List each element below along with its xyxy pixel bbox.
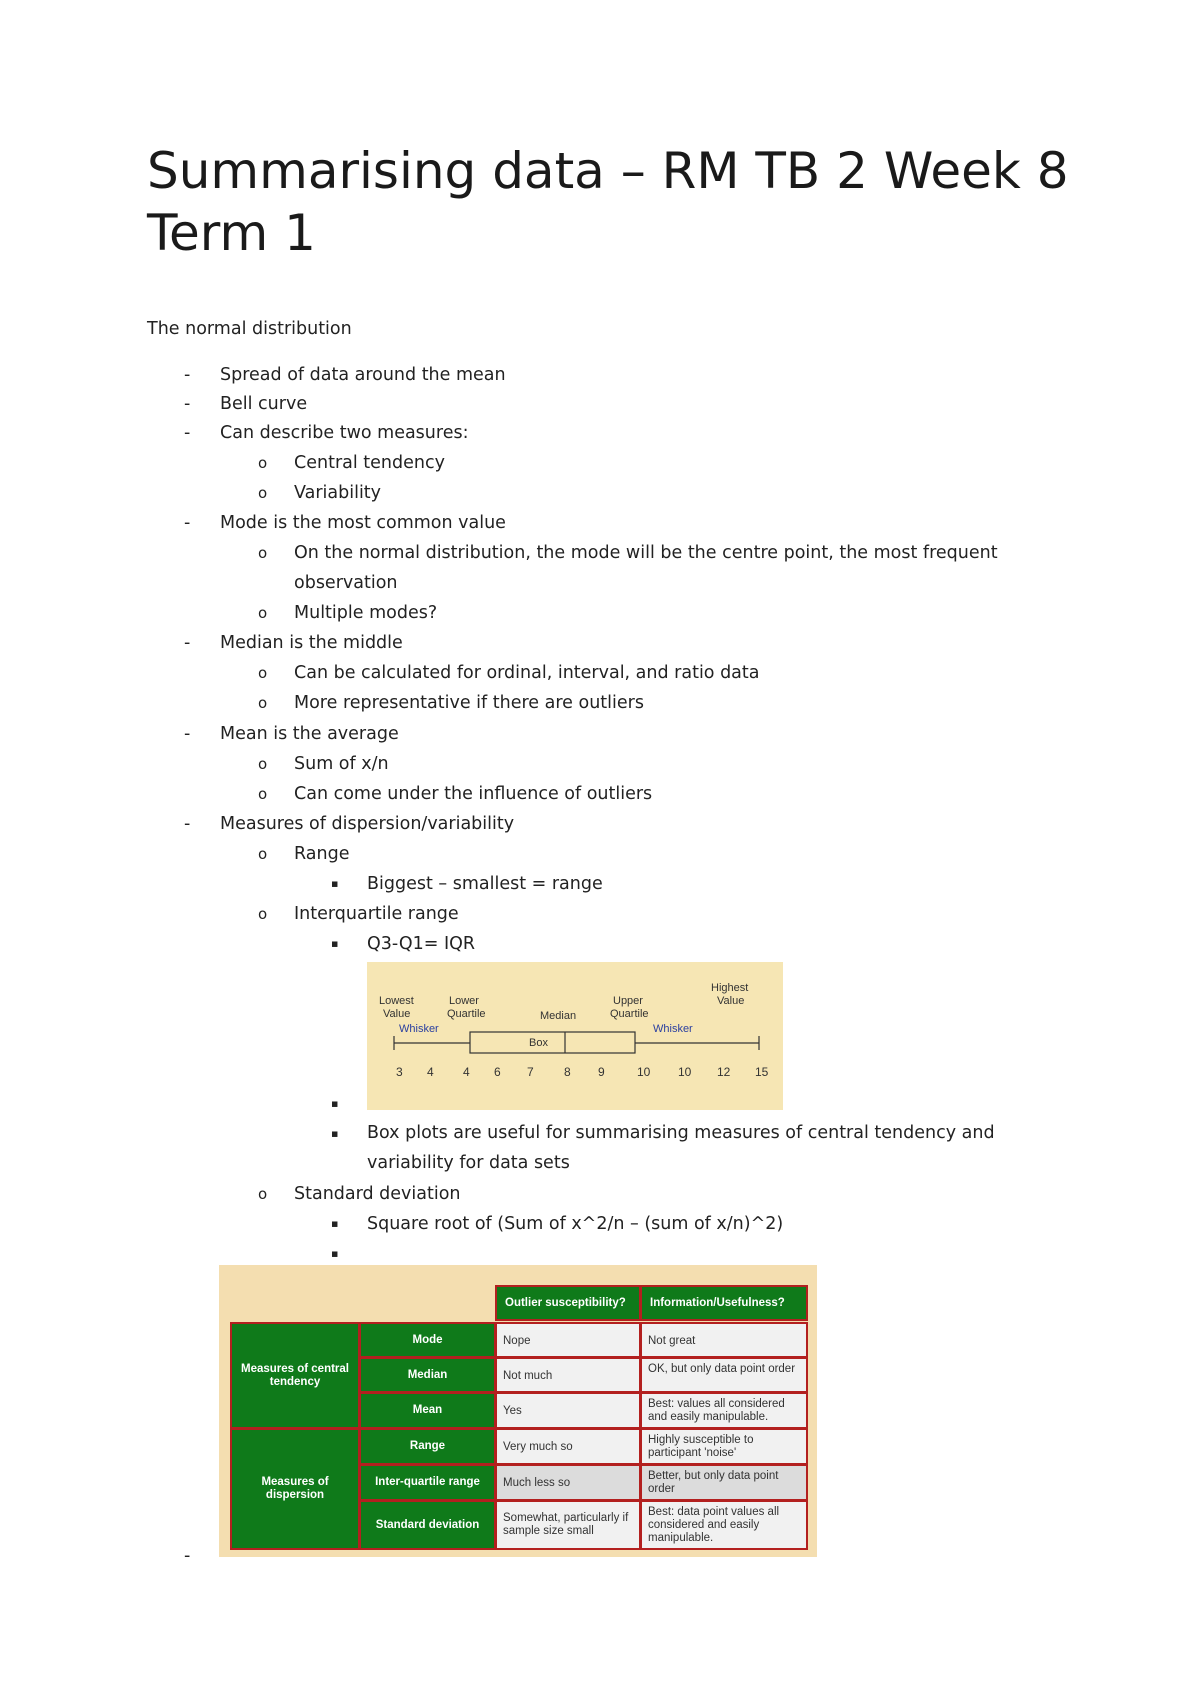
median-info: OK, but only data point order [640, 1357, 808, 1393]
measure-sd: Standard deviation [359, 1500, 496, 1550]
list-item: Range [294, 844, 350, 864]
square-marker: ▪ [331, 1097, 339, 1110]
list-item: More representative if there are outliers [294, 693, 644, 713]
circle-marker: o [258, 1185, 268, 1203]
list-item: Sum of x/n [294, 754, 389, 774]
measure-mean: Mean [359, 1392, 496, 1429]
range-outlier: Very much so [495, 1428, 641, 1465]
dash-marker: - [184, 633, 191, 653]
list-item: Central tendency [294, 453, 445, 473]
mode-outlier: Nope [495, 1322, 641, 1358]
iqr-outlier: Much less so [495, 1464, 641, 1501]
lower-quartile-label: Lower [449, 995, 479, 1007]
measure-mode: Mode [359, 1322, 496, 1358]
list-item: Can come under the influence of outliers [294, 784, 653, 804]
list-item: Square root of (Sum of x^2/n – (sum of x/n)^2) [367, 1214, 784, 1234]
dash-marker: - [184, 394, 191, 414]
whisker-left-label: Whisker [399, 1023, 439, 1035]
list-item: On the normal distribution, the mode will be the centre point, the most frequent observation [294, 543, 998, 593]
tick-label: 4 [427, 1065, 434, 1079]
lowest-label: Lowest [379, 995, 414, 1007]
circle-marker: o [258, 454, 268, 472]
document-title: Summarising data – RM TB 2 Week 8 Term 1 [147, 142, 1069, 262]
list-item: Interquartile range [294, 904, 459, 924]
box-label: Box [529, 1037, 548, 1049]
list-item: Measures of dispersion/variability [220, 814, 515, 834]
circle-marker: o [258, 544, 268, 562]
circle-marker: o [258, 905, 268, 923]
dash-marker: - [184, 1546, 191, 1566]
square-marker: ▪ [331, 1127, 339, 1140]
circle-marker: o [258, 604, 268, 622]
measure-range: Range [359, 1428, 496, 1465]
iqr-info: Better, but only data point order [640, 1464, 808, 1501]
circle-marker: o [258, 694, 268, 712]
list-item: Bell curve [220, 394, 308, 414]
measure-iqr: Inter-quartile range [359, 1464, 496, 1501]
dash-marker: - [184, 365, 191, 385]
circle-marker: o [258, 664, 268, 682]
list-item: Multiple modes? [294, 603, 438, 623]
sd-info: Best: data point values all considered and easily manipulable. [640, 1500, 808, 1550]
measure-median: Median [359, 1357, 496, 1393]
range-info: Highly susceptible to participant 'noise' [640, 1428, 808, 1465]
list-item: Box plots are useful for summarising measures of central tendency and variability for data sets [367, 1123, 995, 1173]
lower-quartile-label-2: Quartile [447, 1008, 486, 1020]
list-item: Can describe two measures: [220, 423, 469, 443]
list-item: Mean is the average [220, 724, 399, 744]
dash-marker: - [184, 724, 191, 744]
header-outlier: Outlier susceptibility? [495, 1285, 641, 1321]
list-item: Spread of data around the mean [220, 365, 506, 385]
tick-label: 9 [598, 1065, 605, 1079]
mean-info: Best: values all considered and easily manipulable. [640, 1392, 808, 1429]
dash-marker: - [184, 423, 191, 443]
mode-info: Not great [640, 1322, 808, 1358]
square-marker: ▪ [331, 1217, 339, 1230]
circle-marker: o [258, 755, 268, 773]
dash-marker: - [184, 513, 191, 533]
circle-marker: o [258, 845, 268, 863]
tick-label: 10 [637, 1065, 651, 1079]
tick-label: 4 [463, 1065, 470, 1079]
upper-quartile-label-2: Quartile [610, 1008, 649, 1020]
tick-label: 10 [678, 1065, 692, 1079]
median-label: Median [540, 1010, 577, 1022]
group-central-tendency: Measures of central tendency [230, 1322, 360, 1429]
tick-label: 7 [527, 1065, 534, 1079]
highest-label-2: Value [717, 995, 745, 1007]
dash-marker: - [184, 814, 191, 834]
tick-label: 3 [396, 1065, 403, 1079]
box-rect [470, 1032, 635, 1053]
tick-label: 15 [755, 1065, 769, 1079]
square-marker: ▪ [331, 877, 339, 890]
group-dispersion: Measures of dispersion [230, 1428, 360, 1550]
list-item: Variability [294, 483, 382, 503]
upper-quartile-label: Upper [613, 995, 643, 1007]
highest-label: Highest [711, 982, 749, 994]
lowest-label-2: Value [383, 1008, 411, 1020]
list-item: Can be calculated for ordinal, interval, and ratio data [294, 663, 760, 683]
circle-marker: o [258, 785, 268, 803]
tick-label: 6 [494, 1065, 501, 1079]
mean-outlier: Yes [495, 1392, 641, 1429]
list-item: Standard deviation [294, 1184, 461, 1204]
whisker-right-label: Whisker [653, 1023, 693, 1035]
tick-label: 8 [564, 1065, 571, 1079]
header-info: Information/Usefulness? [640, 1285, 808, 1321]
boxplot-diagram [367, 962, 783, 1110]
median-outlier: Not much [495, 1357, 641, 1393]
list-item: Biggest – smallest = range [367, 874, 603, 894]
square-marker: ▪ [331, 1247, 339, 1260]
boxplot-image [367, 962, 783, 1110]
tick-labels [396, 1065, 769, 1079]
sd-outlier: Somewhat, particularly if sample size small [495, 1500, 641, 1550]
measures-table-image [219, 1265, 817, 1557]
tick-label: 12 [717, 1065, 731, 1079]
circle-marker: o [258, 484, 268, 502]
square-marker: ▪ [331, 937, 339, 950]
list-item: Q3-Q1= IQR [367, 934, 476, 954]
list-item: Median is the middle [220, 633, 403, 653]
list-item: Mode is the most common value [220, 513, 506, 533]
section-heading: The normal distribution [147, 319, 352, 339]
